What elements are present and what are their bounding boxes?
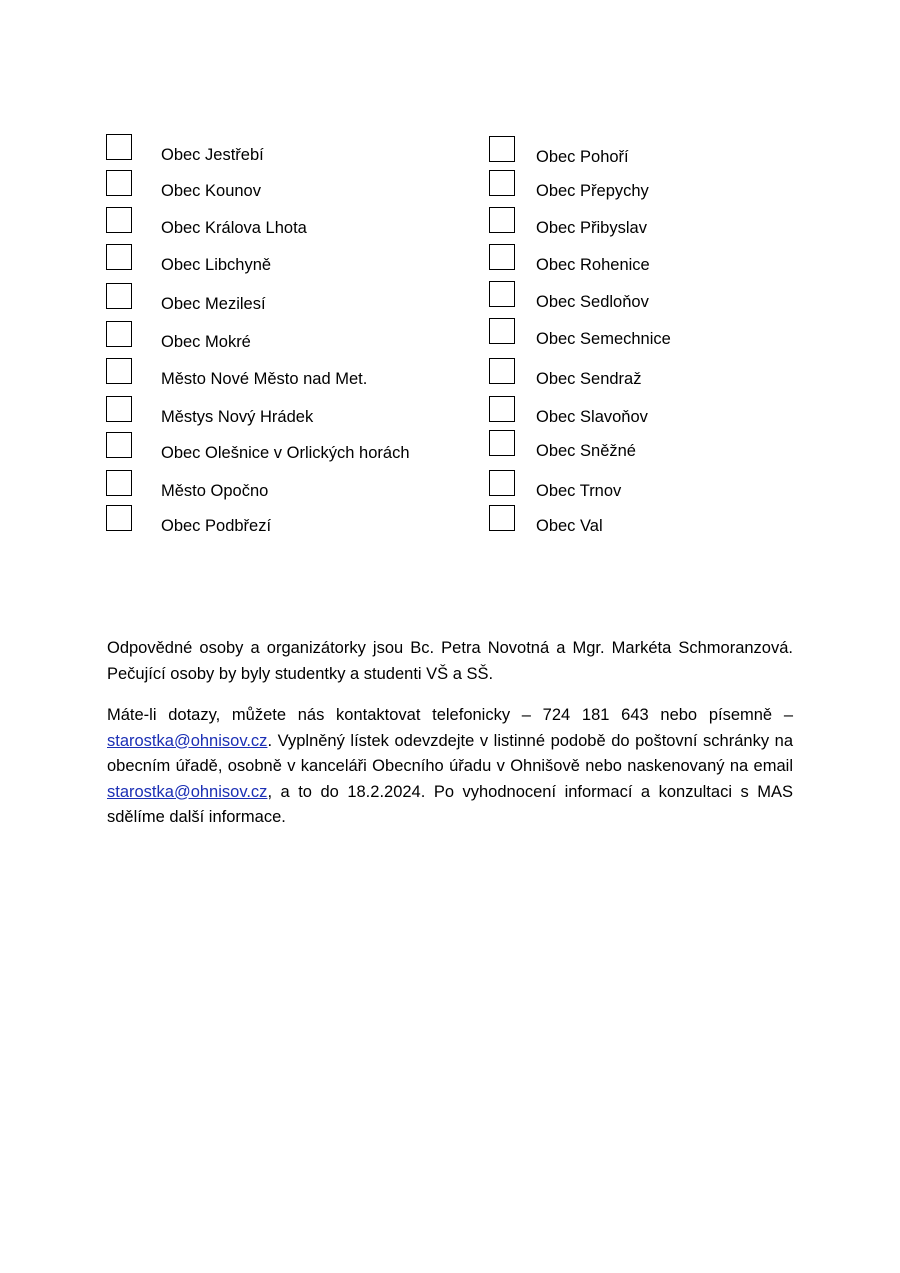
checklist-label: Město Nové Město nad Met. xyxy=(161,370,368,388)
checklist-item-obec-trnov xyxy=(489,470,829,500)
checkbox[interactable] xyxy=(489,470,515,496)
checkbox[interactable] xyxy=(106,396,132,422)
contact-text-2: . Vyplněný lístek odevzdejte v listinné podobě do poštovní schránky na obecním úřadě, osobně v kanceláři Obecního úřadu v Ohnišově nebo naskenovaný na email xyxy=(107,731,793,775)
checklist-item-obec-slavonov xyxy=(489,396,829,426)
checklist-item-obec-libchyne xyxy=(106,244,446,274)
checklist-label: Obec Val xyxy=(536,517,603,535)
checkbox[interactable] xyxy=(106,207,132,233)
checklist-label: Obec Sněžné xyxy=(536,442,636,460)
checklist-label: Obec Trnov xyxy=(536,482,622,500)
checkbox[interactable] xyxy=(489,318,515,344)
checklist-label: Obec Přepychy xyxy=(536,182,649,200)
checklist-item-obec-sendraz xyxy=(489,358,829,388)
checklist-label: Obec Semechnice xyxy=(536,330,671,348)
checkbox[interactable] xyxy=(489,136,515,162)
checkbox[interactable] xyxy=(106,321,132,347)
organizers-paragraph xyxy=(107,636,793,687)
checkbox[interactable] xyxy=(106,470,132,496)
checklist-item-obec-snezne xyxy=(489,430,829,460)
checklist-item-obec-olesnice-v-orlickych-horach xyxy=(106,432,446,462)
checklist-label: Obec Mezilesí xyxy=(161,295,266,313)
checklist-item-obec-podbrezi xyxy=(106,505,446,535)
checklist-item-obec-prepychy xyxy=(489,170,829,200)
checklist-item-mesto-opocno xyxy=(106,470,446,500)
checklist-item-obec-mezilesi xyxy=(106,283,446,313)
checklist-label: Obec Libchyně xyxy=(161,256,272,274)
checklist-label: Obec Sendraž xyxy=(536,370,642,388)
checkbox[interactable] xyxy=(106,244,132,270)
email-link-1[interactable]: starostka@ohnisov.cz xyxy=(107,731,268,750)
checklist-item-mestys-novy-hradek xyxy=(106,396,446,426)
checklist-label: Obec Pohoří xyxy=(536,148,629,166)
checklist-item-obec-pohori xyxy=(489,136,829,166)
checklist-label: Obec Podbřezí xyxy=(161,517,272,535)
checklist-item-obec-kounov xyxy=(106,170,446,200)
checklist-item-obec-mokre xyxy=(106,321,446,351)
checkbox[interactable] xyxy=(489,358,515,384)
checklist-item-obec-rohenice xyxy=(489,244,829,274)
checkbox[interactable] xyxy=(489,244,515,270)
checklist-label: Obec Sedloňov xyxy=(536,293,649,311)
checkbox[interactable] xyxy=(489,396,515,422)
checklist-item-obec-kralova-lhota xyxy=(106,207,446,237)
checklist-label: Obec Králova Lhota xyxy=(161,219,307,237)
checklist-label: Obec Jestřebí xyxy=(161,146,264,164)
checklist-label: Městys Nový Hrádek xyxy=(161,408,314,426)
checkbox[interactable] xyxy=(106,170,132,196)
email-link-2[interactable]: starostka@ohnisov.cz xyxy=(107,782,268,801)
checklist-item-obec-val xyxy=(489,505,829,535)
checklist-label: Obec Přibyslav xyxy=(536,219,647,237)
checkbox[interactable] xyxy=(106,134,132,160)
checklist-label: Město Opočno xyxy=(161,482,269,500)
checkbox[interactable] xyxy=(489,207,515,233)
contact-text-1: Máte-li dotazy, můžete nás kontaktovat telefonicky – 724 181 643 nebo písemně – xyxy=(107,706,793,724)
checklist-label: Obec Rohenice xyxy=(536,256,650,274)
checklist-label: Obec Mokré xyxy=(161,333,251,351)
checklist-item-obec-semechnice xyxy=(489,318,829,348)
checkbox[interactable] xyxy=(489,505,515,531)
checklist-label: Obec Slavoňov xyxy=(536,408,648,426)
checkbox[interactable] xyxy=(106,283,132,309)
organizers-line: Odpovědné osoby a organizátorky jsou Bc. Petra Novotná a Mgr. Markéta Schmoranzová. xyxy=(107,639,793,657)
checklist-item-obec-jestrebi xyxy=(106,134,446,164)
caregivers-line: Pečující osoby by byly studentky a studenti VŠ a SŠ. xyxy=(107,664,494,683)
checklist-item-mesto-nove-mesto-nad-met xyxy=(106,358,446,388)
checkbox[interactable] xyxy=(106,432,132,458)
contact-paragraph xyxy=(107,703,793,831)
checkbox[interactable] xyxy=(489,281,515,307)
checklist-item-obec-pribyslav xyxy=(489,207,829,237)
checklist-label: Obec Kounov xyxy=(161,182,261,200)
checkbox[interactable] xyxy=(489,170,515,196)
checkbox[interactable] xyxy=(489,430,515,456)
contact-text-3: , a to do 18.2.2024. Po vyhodnocení informací a konzultaci s MAS sdělíme další informace. xyxy=(107,782,793,826)
checklist-item-obec-sedlonov xyxy=(489,281,829,311)
checklist-label: Obec Olešnice v Orlických horách xyxy=(161,444,410,462)
checkbox[interactable] xyxy=(106,505,132,531)
checkbox[interactable] xyxy=(106,358,132,384)
